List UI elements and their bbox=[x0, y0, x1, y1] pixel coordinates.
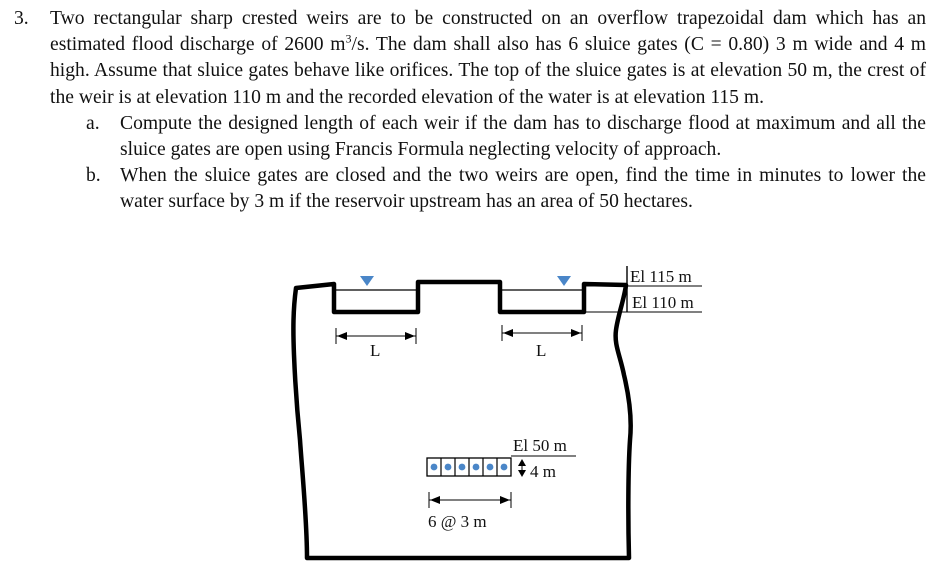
arrowhead bbox=[337, 332, 347, 340]
arrowhead bbox=[430, 496, 440, 504]
weir-right-length-label: L bbox=[536, 341, 547, 360]
gate-opening-icon bbox=[459, 464, 466, 471]
weir-left-length-label: L bbox=[370, 341, 381, 360]
gate-opening-icon bbox=[445, 464, 452, 471]
problem-number: 3. bbox=[14, 8, 29, 29]
arrowhead bbox=[518, 459, 526, 466]
el-50-label: El 50 m bbox=[513, 436, 567, 455]
arrowhead bbox=[503, 329, 513, 337]
part-b-label: b. bbox=[86, 165, 101, 187]
gates-width-label: 6 @ 3 m bbox=[428, 512, 487, 531]
arrowhead bbox=[500, 496, 510, 504]
superscript-3: 3 bbox=[345, 31, 352, 46]
sluice-gates bbox=[427, 458, 511, 476]
gate-opening-icon bbox=[431, 464, 438, 471]
water-surface-icon bbox=[557, 276, 571, 286]
el-115-label: El 115 m bbox=[630, 267, 692, 286]
part-a-text: Compute the designed length of each weir if the dam has to discharge flood at maximum and all the sluice gates are open using Francis Formula neglecting velocity of approach. bbox=[120, 112, 926, 161]
part-b-text: When the sluice gates are closed and the two weirs are open, find the time in minutes to lower the water surface by 3 m if the reservoir upstream has an area of 50 hectares. bbox=[120, 165, 926, 213]
el-110-label: El 110 m bbox=[632, 293, 694, 312]
gate-opening-icon bbox=[473, 464, 480, 471]
problem-main-text: Two rectangular sharp crested weirs are to be constructed on an overflow trapezoidal dam which has an estimated flood discharge of 2600 $m^3/s$. The dam shall also has 6 sluice gates (C = 0.80) 3 m wide and 4 m high. Assume that sluice gates behave like orifices. The top of the sluice gates is at elevation 50 m, the crest of the weir is at elevation 110 m and the recorded elevation of the water is at elevation 115 m. bbox=[50, 8, 926, 108]
arrowhead bbox=[405, 332, 415, 340]
gate-height-label: 4 m bbox=[530, 462, 556, 481]
water-surface-icon bbox=[360, 276, 374, 286]
arrowhead bbox=[518, 470, 526, 477]
gate-opening-icon bbox=[487, 464, 494, 471]
arrowhead bbox=[571, 329, 581, 337]
part-a-label: a. bbox=[86, 112, 100, 134]
gate-opening-icon bbox=[501, 464, 508, 471]
